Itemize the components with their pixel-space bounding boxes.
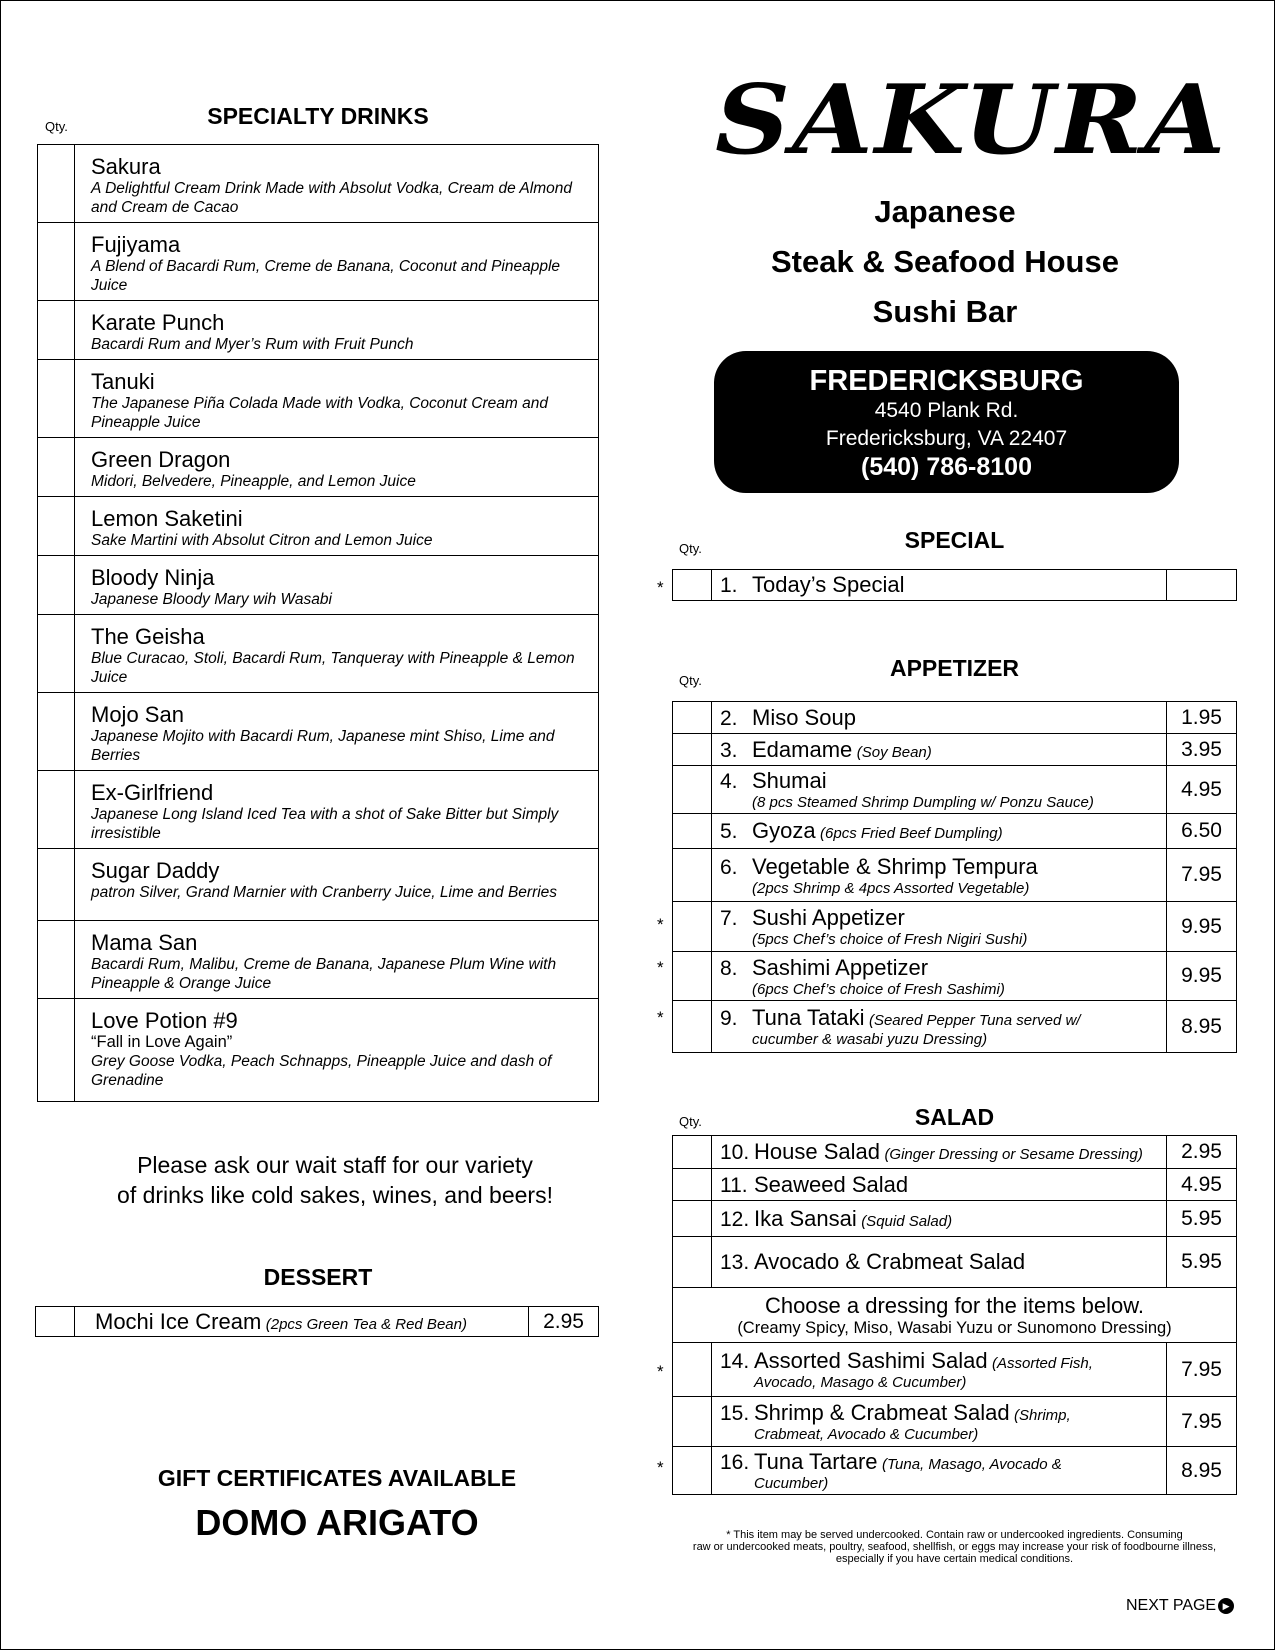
qty-cell[interactable] [38, 849, 75, 921]
raw-warning-star: * [657, 1362, 664, 1381]
item-price: 7.95 [1167, 1343, 1237, 1397]
drink-desc: patron Silver, Grand Marnier with Cranberry Juice, Lime and Berries [91, 884, 558, 901]
item-number: 3. [720, 738, 738, 762]
tagline-steak: Steak & Seafood House [771, 244, 1119, 279]
item-sub: Avocado, Masago & Cucumber) [754, 1374, 967, 1391]
item-number: 9. [720, 1007, 738, 1030]
dessert-name: Mochi Ice Cream [95, 1308, 262, 1334]
item-name: Today’s Special [752, 572, 905, 597]
item-name: Ika Sansai [754, 1205, 857, 1231]
gift-certificates: GIFT CERTIFICATES AVAILABLE [157, 1465, 517, 1491]
item-number: 14. [720, 1350, 750, 1373]
qty-cell[interactable] [38, 438, 75, 497]
item-number: 2. [720, 706, 738, 730]
dressing-row [673, 1288, 1237, 1343]
qty-cell[interactable] [673, 814, 712, 849]
item-note: (Soy Bean) [856, 743, 932, 761]
item-number: 7. [720, 907, 738, 930]
qty-cell[interactable] [36, 1307, 75, 1337]
drink-extra: “Fall in Love Again” [91, 1033, 233, 1051]
qty-label: Qty. [679, 1114, 702, 1129]
menu-row [673, 734, 1237, 766]
item-price: 1.95 [1167, 702, 1237, 734]
dessert-title: DESSERT [263, 1264, 373, 1290]
item-price: 9.95 [1167, 902, 1237, 952]
menu-row [673, 814, 1237, 849]
item-note: (Seared Pepper Tuna served w/ [868, 1012, 1081, 1029]
dressing-options: (Creamy Spicy, Miso, Wasabi Yuzu or Sunomono Dressing) [737, 1318, 1172, 1337]
item-sub: (8 pcs Steamed Shrimp Dumpling w/ Ponzu Sauce) [752, 794, 1094, 811]
item-name: Miso Soup [752, 704, 856, 730]
qty-cell[interactable] [673, 702, 712, 734]
dressing-title: Choose a dressing for the items below. [764, 1292, 1145, 1318]
disclaimer-line: especially if you have certain medical conditions. [835, 1553, 1074, 1565]
location-street: 4540 Plank Rd. [874, 399, 1019, 422]
drink-row [38, 301, 599, 360]
qty-cell[interactable] [673, 570, 712, 601]
dessert-price: 2.95 [529, 1307, 599, 1337]
qty-cell[interactable] [673, 1169, 712, 1201]
drink-name: Mama San [91, 930, 198, 955]
item-number: 5. [720, 820, 738, 843]
qty-cell[interactable] [673, 1397, 712, 1447]
qty-cell[interactable] [38, 999, 75, 1102]
drink-row [38, 497, 599, 556]
qty-cell[interactable] [38, 223, 75, 301]
menu-row [673, 849, 1237, 902]
qty-cell[interactable] [673, 952, 712, 1001]
qty-label: Qty. [45, 119, 68, 134]
qty-cell[interactable] [38, 615, 75, 693]
menu-row [673, 1169, 1237, 1201]
menu-row [673, 702, 1237, 734]
drink-row [38, 360, 599, 438]
menu-row [673, 1397, 1237, 1447]
raw-warning-star: * [657, 915, 664, 934]
item-name: Sushi Appetizer [752, 905, 905, 930]
disclaimer-line: * This item may be served undercooked. Contain raw or undercooked ingredients. Consuming [726, 1529, 1183, 1541]
dessert-table [35, 1306, 599, 1337]
menu-row [673, 1237, 1237, 1288]
item-price: 7.95 [1167, 849, 1237, 902]
item-price: 4.95 [1167, 766, 1237, 814]
item-sub: cucumber & wasabi yuzu Dressing) [752, 1031, 988, 1048]
qty-cell[interactable] [38, 301, 75, 360]
item-price: 2.95 [1167, 1136, 1237, 1169]
drink-desc: A Blend of Bacardi Rum, Creme de Banana, Coconut and Pineapple Juice [91, 258, 561, 294]
menu-row [673, 1447, 1237, 1495]
raw-warning-star: * [657, 1008, 664, 1027]
item-name: House Salad [754, 1139, 880, 1164]
qty-cell[interactable] [673, 849, 712, 902]
item-name: Tuna Tataki [752, 1005, 865, 1030]
domo-arigato: DOMO ARIGATO [195, 1502, 479, 1543]
drink-desc: Sake Martini with Absolut Citron and Lemon Juice [91, 532, 433, 549]
special-title: SPECIAL [904, 527, 1005, 553]
qty-cell[interactable] [673, 1343, 712, 1397]
special-table [672, 569, 1237, 601]
drink-desc: Grey Goose Vodka, Peach Schnapps, Pineapple Juice and dash of Grenadine [91, 1053, 552, 1089]
salad-table [672, 1135, 1237, 1495]
qty-label: Qty. [679, 541, 702, 556]
item-note: (6pcs Fried Beef Dumpling) [820, 825, 1003, 842]
tagline-japanese: Japanese [874, 194, 1016, 229]
item-price: 9.95 [1167, 952, 1237, 1001]
drink-desc: Bacardi Rum and Myer’s Rum with Fruit Punch [91, 336, 414, 353]
location-phone[interactable]: (540) 786-8100 [861, 453, 1032, 481]
tagline-sushi: Sushi Bar [872, 294, 1018, 329]
item-price: 4.95 [1167, 1169, 1237, 1201]
qty-cell[interactable] [38, 693, 75, 771]
item-number: 8. [720, 956, 738, 980]
qty-cell[interactable] [38, 556, 75, 615]
item-name: Seaweed Salad [754, 1171, 909, 1197]
item-note: (Tuna, Masago, Avocado & [881, 1456, 1062, 1473]
menu-row [673, 1136, 1237, 1169]
menu-row [673, 570, 1237, 601]
drink-row [38, 223, 599, 301]
drinks-note-line: Please ask our wait staff for our variety [137, 1152, 533, 1178]
raw-warning-star: * [657, 958, 664, 977]
drink-desc: A Delightful Cream Drink Made with Absolut Vodka, Cream de Almond and Cream de Cacao [91, 180, 572, 216]
location-name: FREDERICKSBURG [809, 365, 1084, 397]
drink-name: Fujiyama [91, 232, 181, 257]
item-number: 15. [720, 1402, 750, 1425]
drink-row [38, 556, 599, 615]
item-sub: (5pcs Chef’s choice of Fresh Nigiri Sushi) [752, 931, 1028, 948]
item-note: (Ginger Dressing or Sesame Dressing) [884, 1146, 1143, 1163]
item-name: Tuna Tartare [754, 1449, 878, 1474]
next-arrow-icon: ▶ [1218, 1598, 1234, 1614]
item-number: 11. [720, 1173, 748, 1197]
item-number: 13. [720, 1251, 750, 1274]
drinks-note-line: of drinks like cold sakes, wines, and beers! [117, 1182, 553, 1208]
drink-row [38, 145, 599, 223]
location-box [714, 351, 1179, 493]
drinks-table [37, 144, 599, 1102]
appetizer-title: APPETIZER [889, 655, 1020, 681]
drinks-note [37, 1150, 633, 1210]
item-sub: (6pcs Chef’s choice of Fresh Sashimi) [752, 980, 1005, 998]
item-number: 6. [720, 855, 738, 879]
menu-row [673, 766, 1237, 814]
drink-row [38, 615, 599, 693]
drink-desc: Midori, Belvedere, Pineapple, and Lemon Juice [91, 473, 416, 490]
drink-name: Mojo San [91, 702, 184, 727]
dessert-note: (2pcs Green Tea & Red Bean) [265, 1315, 467, 1333]
qty-cell[interactable] [673, 1237, 712, 1288]
qty-cell[interactable] [673, 1447, 712, 1495]
item-price: 3.95 [1167, 734, 1237, 766]
qty-cell[interactable] [673, 1201, 712, 1237]
next-page-label: NEXT PAGE [1126, 1597, 1217, 1614]
qty-cell[interactable] [673, 1136, 712, 1169]
drink-name: Bloody Ninja [91, 565, 215, 590]
drink-desc: The Japanese Piña Colada Made with Vodka, Coconut Cream and Pineapple Juice [91, 395, 548, 431]
item-name: Edamame [752, 736, 853, 762]
location-city: Fredericksburg, VA 22407 [825, 427, 1068, 450]
raw-warning-star: * [657, 578, 664, 597]
appetizer-table [672, 701, 1237, 1053]
item-name: Shrimp & Crabmeat Salad [754, 1400, 1010, 1425]
menu-row [673, 1001, 1237, 1053]
qty-cell[interactable] [38, 360, 75, 438]
qty-cell[interactable] [673, 766, 712, 814]
menu-row [673, 1343, 1237, 1397]
drink-row [38, 438, 599, 497]
menu-row [673, 952, 1237, 1001]
qty-cell[interactable] [38, 145, 75, 223]
drink-desc: Bacardi Rum, Malibu, Creme de Banana, Japanese Plum Wine with Pineapple & Orange Juice [91, 956, 557, 992]
item-note: (Assorted Fish, [992, 1355, 1093, 1372]
item-number: 4. [720, 770, 738, 793]
item-price: 5.95 [1167, 1237, 1237, 1288]
drink-name: The Geisha [91, 624, 205, 649]
drink-desc: Japanese Long Island Iced Tea with a shot of Sake Bitter but Simply irresistible [91, 806, 559, 842]
drink-name: Karate Punch [91, 310, 225, 335]
item-price: 5.95 [1167, 1201, 1237, 1237]
qty-cell[interactable] [673, 902, 712, 952]
item-price: 8.95 [1167, 1447, 1237, 1495]
raw-warning-star: * [657, 1458, 664, 1477]
drink-row [38, 921, 599, 999]
drink-row [38, 849, 599, 921]
specialty-drinks-title: SPECIALTY DRINKS [207, 103, 429, 129]
disclaimer [672, 1529, 1237, 1565]
item-name: Assorted Sashimi Salad [754, 1348, 988, 1373]
drink-row [38, 771, 599, 849]
item-note: (Shrimp, [1014, 1407, 1071, 1424]
item-number: 16. [720, 1451, 750, 1474]
menu-row [673, 902, 1237, 952]
qty-cell[interactable] [38, 921, 75, 999]
drink-desc: Blue Curacao, Stoli, Bacardi Rum, Tanqueray with Pineapple & Lemon Juice [91, 650, 575, 686]
item-price: 6.50 [1167, 814, 1237, 849]
drink-row [38, 999, 599, 1102]
drink-name: Tanuki [91, 369, 155, 394]
item-sub: Crabmeat, Avocado & Cucumber) [754, 1426, 979, 1443]
drink-desc: Japanese Mojito with Bacardi Rum, Japanese mint Shiso, Lime and Berries [91, 728, 555, 764]
drink-row [38, 693, 599, 771]
qty-cell[interactable] [673, 1001, 712, 1053]
item-price: 8.95 [1167, 1001, 1237, 1053]
drink-name: Sugar Daddy [91, 858, 220, 883]
drink-name: Lemon Saketini [91, 506, 243, 531]
item-number: 1. [720, 574, 738, 597]
item-name: Sashimi Appetizer [752, 954, 929, 980]
item-number: 12. [720, 1207, 750, 1231]
qty-cell[interactable] [38, 497, 75, 556]
item-sub: Cucumber) [754, 1475, 829, 1492]
drink-name: Ex-Girlfriend [91, 780, 214, 805]
item-number: 10. [720, 1141, 750, 1164]
drink-name: Love Potion #9 [91, 1008, 238, 1033]
drink-desc: Japanese Bloody Mary wih Wasabi [91, 591, 332, 608]
sakura-logo: SAKURA [715, 62, 1228, 177]
item-name: Avocado & Crabmeat Salad [754, 1249, 1026, 1274]
dessert-row [36, 1307, 599, 1337]
qty-cell[interactable] [673, 734, 712, 766]
drink-name: Sakura [91, 154, 161, 179]
item-price: 7.95 [1167, 1397, 1237, 1447]
item-note: (Squid Salad) [861, 1212, 953, 1230]
item-name: Gyoza [752, 818, 816, 843]
salad-title: SALAD [914, 1104, 995, 1130]
qty-cell[interactable] [38, 771, 75, 849]
qty-label: Qty. [679, 673, 702, 688]
item-name: Vegetable & Shrimp Tempura [752, 853, 1038, 879]
drink-name: Green Dragon [91, 447, 231, 472]
item-price [1167, 570, 1237, 601]
next-page-link[interactable] [1126, 1597, 1234, 1615]
item-name: Shumai [752, 768, 827, 793]
menu-row [673, 1201, 1237, 1237]
disclaimer-line: raw or undercooked meats, poultry, seafood, shellfish, or eggs may increase your risk of foodbourne illness, [692, 1541, 1217, 1553]
item-sub: (2pcs Shrimp & 4pcs Assorted Vegetable) [752, 879, 1030, 897]
